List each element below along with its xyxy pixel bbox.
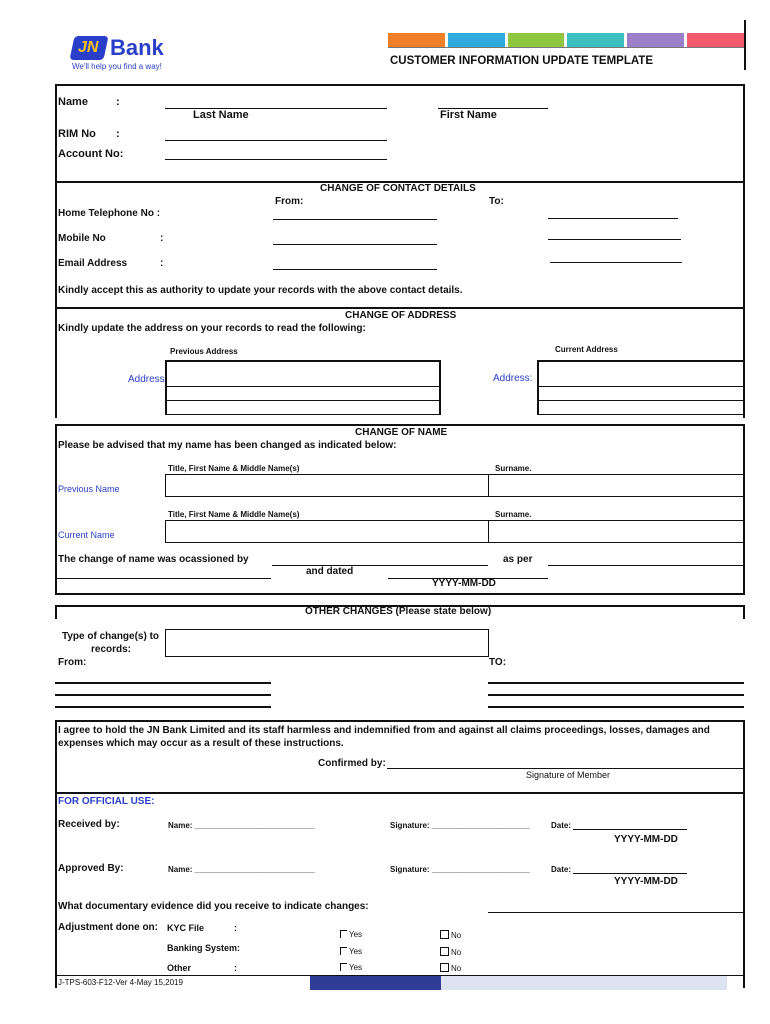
email-colon: : [160,258,164,269]
logo-tagline: We'll help you find a way! [72,62,162,71]
other-system-label: Other [167,963,192,973]
footer-bar-light [441,976,727,990]
other-from-field[interactable] [55,706,271,708]
section-divider [55,720,745,722]
other-to-field[interactable] [488,682,744,684]
section-divider [55,307,745,309]
received-signature-field[interactable]: Signature: ______________________ [390,821,530,830]
approved-date-field[interactable] [573,873,687,874]
last-name-caption: Last Name [193,109,249,121]
surname-column-caption: Surname. [495,510,532,519]
previous-address-row [165,386,439,387]
logo-word: Bank [110,35,164,60]
kyc-no-option[interactable] [440,930,461,940]
type-of-change-label: Type of change(s) to [62,631,160,642]
frame-left [55,424,57,594]
kyc-colon: : [234,923,237,933]
other-system-colon: : [234,963,237,973]
current-address-row [537,386,743,387]
jn-bank-logo [72,36,182,72]
other-yes-option[interactable] [340,963,362,972]
kyc-yes-option[interactable] [340,930,362,939]
frame-left [55,84,57,418]
home-phone-label: Home Telephone No : [58,208,161,219]
approved-date-label: Date: [551,865,572,874]
name-change-date-format: YYYY-MM-DD [432,578,496,589]
surname-column-caption: Surname. [495,464,532,473]
color-bar-segment [448,33,505,47]
yes-text: Yes [349,963,363,972]
other-to-label: TO: [489,657,507,668]
agreement-text: I agree to hold the JN Bank Limited and its staff harmless and indemnified from and against all claims proceedings, losses, damages and expenses which may occur as a result of these instructions. [58,725,710,749]
current-surname-field[interactable] [488,520,745,543]
name-label: Name [58,96,88,108]
previous-name-label: Previous Name [58,484,120,494]
frame-right [743,720,745,988]
rim-label: RIM No [58,128,96,140]
evidence-question: What documentary evidence did you receive to indicate changes: [58,901,369,912]
email-to-field[interactable] [550,262,682,263]
approved-signature-field[interactable]: Signature: ______________________ [390,865,530,874]
checkbox-icon[interactable] [440,963,449,972]
address-heading: CHANGE OF ADDRESS [345,310,457,321]
adjustment-label: Adjustment done on: [58,922,158,933]
yes-text: Yes [349,930,363,939]
mobile-label: Mobile No [58,233,106,244]
other-to-field[interactable] [488,694,744,696]
other-from-field[interactable] [55,694,271,696]
received-date-format: YYYY-MM-DD [614,834,678,845]
contact-to: To: [489,196,504,207]
and-dated-label: and dated [306,566,354,577]
names-column-caption: Title, First Name & Middle Name(s) [168,510,300,519]
received-date-label: Date: [551,821,572,830]
section-divider [55,792,745,794]
section-divider [55,593,745,595]
occasion-continued-field[interactable] [55,578,271,579]
contact-heading: CHANGE OF CONTACT DETAILS [320,183,476,194]
other-from-label: From: [58,657,87,668]
received-by-label: Received by: [58,819,120,830]
approved-date-format: YYYY-MM-DD [614,876,678,887]
home-phone-from-field[interactable] [273,219,437,220]
no-text: No [451,931,462,940]
header-underline [388,47,744,48]
previous-name-field[interactable] [165,474,489,497]
occasioned-label: The change of name was ocassioned by [58,554,249,565]
approved-name-field[interactable]: Name: ___________________________ [168,865,315,874]
banking-no-option[interactable] [440,947,461,957]
header-right-rule [744,20,746,70]
other-changes-heading: OTHER CHANGES (Please state below) [305,606,492,617]
mobile-from-field[interactable] [273,244,437,245]
previous-address-label: Address: [128,374,168,385]
current-name-field[interactable] [165,520,489,543]
checkbox-icon[interactable] [340,947,347,955]
other-no-option[interactable] [440,963,461,973]
received-name-field[interactable]: Name: ___________________________ [168,821,315,830]
confirmed-by-label: Confirmed by: [318,758,386,769]
frame-right [743,605,745,619]
frame-left [55,720,57,988]
no-text: No [451,948,462,957]
address-intro: Kindly update the address on your records to read the following: [58,323,366,334]
banking-system-label: Banking System: [167,943,241,953]
as-per-field[interactable] [548,565,744,566]
previous-surname-field[interactable] [488,474,745,497]
current-address-caption: Current Address [555,345,618,354]
home-phone-to-field[interactable] [548,218,678,219]
current-address-label: Address: [493,373,533,384]
no-text: No [451,964,462,973]
name-change-heading: CHANGE OF NAME [355,427,448,438]
form-title: CUSTOMER INFORMATION UPDATE TEMPLATE [390,55,654,67]
current-name-label: Current Name [58,530,115,540]
rim-colon: : [116,128,120,140]
checkbox-icon[interactable] [340,963,347,971]
frame-right [743,424,745,594]
section-divider [55,84,745,86]
logo-mark-text: JN [78,39,99,56]
color-bar-segment [567,33,624,47]
other-from-field[interactable] [55,682,271,684]
form-code: J-TPS-603-F12-Ver 4-May 15,2019 [58,978,183,987]
approved-by-label: Approved By: [58,863,124,874]
frame-left [55,605,57,619]
occasioned-field[interactable] [272,565,488,566]
color-bar [388,33,744,47]
account-field[interactable] [165,159,387,160]
official-use-heading: FOR OFFICIAL USE: [58,796,155,807]
current-address-row [537,400,743,401]
received-date-field[interactable] [573,829,687,830]
color-bar-segment [687,33,744,47]
as-per-label: as per [503,554,533,565]
contact-from: From: [275,196,304,207]
other-to-field[interactable] [488,706,744,708]
checkbox-icon[interactable] [440,930,449,939]
names-column-caption: Title, First Name & Middle Name(s) [168,464,300,473]
footer-bar [310,976,441,990]
previous-address-row [165,400,439,401]
previous-address-field[interactable] [165,360,441,415]
rim-field[interactable] [165,140,387,141]
checkbox-icon[interactable] [340,930,347,938]
member-signature-field[interactable] [387,768,743,769]
signature-member-caption: Signature of Member [526,770,611,780]
type-of-change-field[interactable] [165,629,489,657]
yes-text: Yes [349,947,363,956]
evidence-field[interactable] [488,912,744,913]
color-bar-segment [627,33,684,47]
name-change-intro: Please be advised that my name has been changed as indicated below: [58,440,397,451]
color-bar-segment [388,33,445,47]
type-of-change-label-2: records: [91,644,132,655]
email-label: Email Address [58,258,128,269]
current-address-field[interactable] [537,360,745,415]
contact-authority: Kindly accept this as authority to update your records with the above contact details. [58,285,463,296]
mobile-colon: : [160,233,164,244]
email-from-field[interactable] [273,269,437,270]
checkbox-icon[interactable] [440,947,449,956]
first-name-caption: First Name [440,109,497,121]
mobile-to-field[interactable] [548,239,681,240]
section-divider [55,424,745,426]
banking-yes-option[interactable] [340,947,362,956]
name-colon: : [116,96,120,108]
previous-address-caption: Previous Address [170,347,238,356]
color-bar-segment [508,33,565,47]
account-label: Account No: [58,148,124,160]
kyc-label: KYC File [167,923,205,933]
